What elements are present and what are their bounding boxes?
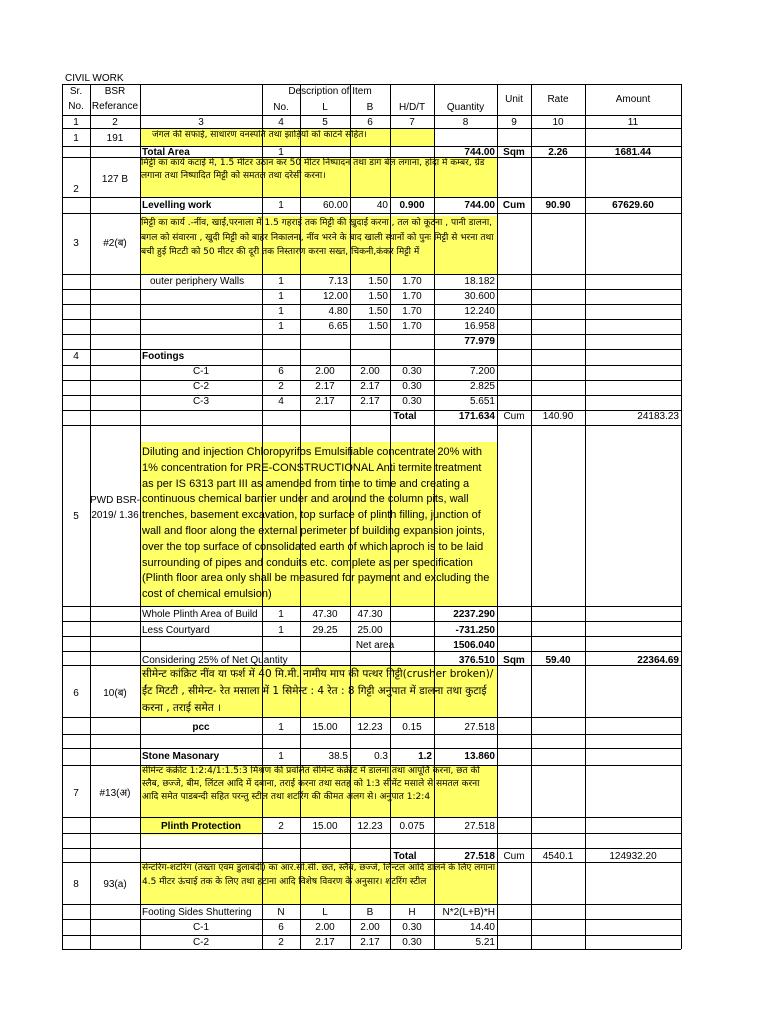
r2-l: 60.00 — [322, 200, 348, 211]
r3-line-b: 1.50 — [368, 276, 388, 287]
grid-h-line — [62, 213, 681, 214]
r5-plinth-no: 1 — [278, 609, 284, 620]
r8-line-h: 0.30 — [402, 922, 422, 933]
r5-courtyard-b: 25.00 — [357, 625, 383, 636]
r3-line-no: 1 — [278, 276, 284, 287]
col-index-5: 5 — [322, 117, 328, 128]
r8-line-name: C-1 — [192, 922, 210, 933]
header-hdt: H/D/T — [398, 102, 426, 113]
r4-line-b: 2.00 — [360, 366, 380, 377]
col-index-10: 10 — [552, 117, 564, 128]
grid-h-line — [62, 833, 681, 834]
r6-sr: 6 — [73, 688, 79, 699]
r6-masonry-l: 38.5 — [328, 751, 348, 762]
r8-line-quantity: 14.40 — [469, 922, 495, 933]
r5-net-quantity: 1506.040 — [453, 640, 495, 651]
grid-h-line — [62, 304, 681, 305]
grid-v-line — [585, 84, 586, 949]
r1-bsr: 191 — [106, 133, 124, 144]
r5-bsr: PWD BSR-2019/ 1.36 — [90, 495, 140, 521]
r8-subtitle: Footing Sides Shuttering — [142, 907, 252, 918]
r4-total-label: Total — [393, 411, 417, 422]
col-index-6: 6 — [367, 117, 373, 128]
r8-head-l: L — [322, 907, 328, 918]
r3-line-no: 1 — [278, 291, 284, 302]
header-sr: Sr. — [69, 86, 83, 97]
grid-h-line — [62, 904, 681, 905]
grid-h-line — [62, 636, 681, 637]
r4-unit: Cum — [503, 411, 525, 422]
r3-line-no: 1 — [278, 306, 284, 317]
r2-description: मिट्टी का कार्य कटाई में, 1.5 मीटर उठान कर 50 मीटर निष्पादन तथा डाग बेल लगाना, होदा में कम्बर, ग्रेड लगाना तथा निष्पादित मिट्टी को समतल तथा दरेसी करना। — [141, 158, 485, 181]
r8-line-quantity: 5.21 — [475, 937, 495, 948]
grid-h-line — [62, 734, 681, 735]
r6-description: सीमेन्ट कांक्रिट नींव या फर्श में 40 मि.मी. नामीय माप की पत्थर गिट्टी(crusher broken)/ईंट मिटटी , सीमेन्ट- रेत मसाला में 1 सिमेन्ट : 4 रेत : 8 गिट्टी अनुपात में डालना तथा कुटाई करना , तराई समेत । — [142, 668, 494, 714]
r8-head-n: N — [277, 907, 285, 918]
col-index-9: 9 — [511, 117, 517, 128]
grid-h-line — [62, 319, 681, 320]
r3-line-b: 1.50 — [368, 291, 388, 302]
r2-b: 40 — [376, 200, 388, 211]
r7-unit: Cum — [503, 851, 525, 862]
r3-line-l: 4.80 — [328, 306, 348, 317]
r4-line-quantity: 5.651 — [469, 396, 495, 407]
r2-unit: Cum — [502, 200, 526, 211]
r6-masonry-no: 1 — [278, 751, 284, 762]
r6-bsr: 10(ब) — [103, 688, 127, 699]
r3-line-quantity: 16.958 — [464, 321, 495, 332]
r8-line-name: C-2 — [192, 937, 210, 948]
header-l: L — [322, 102, 328, 113]
header-quantity: Quantity — [446, 102, 485, 113]
r8-line-h: 0.30 — [402, 937, 422, 948]
r2-sr: 2 — [73, 184, 79, 195]
col-index-11: 11 — [627, 117, 639, 128]
grid-h-line — [62, 334, 681, 335]
r7-protection-l: 15.00 — [312, 821, 338, 832]
r1-subtitle: Total Area — [142, 147, 190, 158]
grid-h-line — [62, 817, 681, 818]
r6-pcc-b: 12.23 — [357, 722, 383, 733]
r3-total: 77.979 — [464, 336, 495, 347]
header-b: B — [366, 102, 374, 113]
r6-pcc-no: 1 — [278, 722, 284, 733]
r3-line-h: 1.70 — [402, 306, 422, 317]
r3-line-h: 1.70 — [402, 291, 422, 302]
header-unit: Unit — [505, 94, 523, 105]
grid-h-line — [62, 651, 681, 652]
r8-line-no: 6 — [278, 922, 284, 933]
r4-line-h: 0.30 — [402, 396, 422, 407]
r8-head-formula: N*2(L+B)*H — [442, 907, 495, 918]
grid-h-line — [62, 748, 681, 749]
r4-line-name: C-3 — [192, 396, 210, 407]
r6-masonry-quantity: 13.860 — [464, 751, 495, 762]
col-index-3: 3 — [198, 117, 204, 128]
r3-line-b: 1.50 — [368, 306, 388, 317]
r5-sr: 5 — [73, 511, 79, 522]
r4-line-name: C-1 — [192, 366, 210, 377]
r6-pcc-l: 15.00 — [312, 722, 338, 733]
r5-plinth-label: Whole Plinth Area of Build — [142, 609, 258, 620]
r4-line-b: 2.17 — [360, 396, 380, 407]
grid-h-line — [62, 848, 681, 849]
r5-courtyard-label: Less Courtyard — [142, 625, 210, 636]
r8-line-b: 2.17 — [360, 937, 380, 948]
r4-line-quantity: 2.825 — [469, 381, 495, 392]
r3-line-quantity: 18.182 — [464, 276, 495, 287]
header-referance: Referance — [91, 101, 139, 112]
grid-h-line — [62, 289, 681, 290]
r1-amount: 1681.44 — [614, 147, 652, 158]
r7-bsr: #13(अ) — [99, 788, 131, 799]
r8-head-h: H — [408, 907, 416, 918]
r7-amount: 124932.20 — [609, 851, 657, 862]
r2-bsr: 127 B — [101, 174, 129, 185]
r4-total: 171.634 — [458, 411, 495, 422]
r2-no: 1 — [278, 200, 284, 211]
r7-total: 27.518 — [464, 851, 495, 862]
grid-h-line — [62, 84, 681, 85]
header-bsr: BSR — [104, 86, 126, 97]
r3-line-l: 6.65 — [328, 321, 348, 332]
grid-v-line — [497, 84, 498, 949]
col-index-4: 4 — [278, 117, 284, 128]
r4-line-no: 2 — [278, 381, 284, 392]
r5-considering-label: Considering 25% of Net Quantity — [142, 655, 288, 666]
r3-line-h: 1.70 — [402, 276, 422, 287]
sheet-title: CIVIL WORK — [65, 73, 124, 84]
r5-considering-quantity: 376.510 — [458, 655, 495, 666]
r2-subtitle: Levelling work — [142, 200, 212, 211]
r5-plinth-b: 47.30 — [357, 609, 383, 620]
r3-line-no: 1 — [278, 321, 284, 332]
r4-line-l: 2.00 — [315, 366, 335, 377]
r8-bsr: 93(a) — [103, 879, 127, 890]
r4-rate: 140.90 — [542, 411, 574, 422]
grid-v-line — [140, 84, 141, 949]
r5-unit: Sqm — [503, 655, 525, 666]
grid-h-line — [62, 949, 681, 950]
r7-protection-h: 0.075 — [399, 821, 425, 832]
r8-line-l: 2.00 — [315, 922, 335, 933]
r4-line-l: 2.17 — [315, 381, 335, 392]
r8-line-l: 2.17 — [315, 937, 335, 948]
r1-quantity: 744.00 — [464, 147, 495, 158]
r8-line-no: 2 — [278, 937, 284, 948]
r4-line-h: 0.30 — [402, 366, 422, 377]
r4-line-h: 0.30 — [402, 381, 422, 392]
r8-sr: 8 — [73, 879, 79, 890]
grid-h-line — [62, 115, 681, 116]
header-no: No. — [68, 101, 84, 112]
r4-line-quantity: 7.200 — [469, 366, 495, 377]
r5-description: Diluting and injection Chloropyrifos Emulsifiable concentrate 20% with 1% concentration for PRE-CONSTRUCTIONAL Anti termite treatment as per IS 6313 part III as amended from time to time and creating a continuous chemical barrier under and around the column pits, wall trenches, basement excavation, top surface of plinth filling, junction of wall and floor along the external perimeter of building expansion joints, over the top surface of consolidated earth of which aproch is to be laid surrounding of pipes and conduits etc. complete as per specification (Plinth floor area only shall be measured for payment and excluding the cost of chemical emulsion) — [142, 446, 490, 601]
r6-masonry-label: Stone Masonary — [142, 751, 220, 762]
r3-subtitle: outer periphery Walls — [150, 276, 245, 287]
grid-h-line — [62, 349, 681, 350]
r3-line-b: 1.50 — [368, 321, 388, 332]
r7-protection-no: 2 — [278, 821, 284, 832]
r7-total-label: Total — [393, 851, 417, 862]
r5-courtyard-no: 1 — [278, 625, 284, 636]
grid-h-line — [62, 425, 681, 426]
r6-masonry-b: 0.3 — [374, 751, 388, 762]
r3-line-quantity: 30.600 — [464, 291, 495, 302]
r1-description: जंगल की सफाई, साधारण वनस्पति तथा झाड़ियों को काटने सहित। — [152, 130, 367, 140]
r2-amount: 67629.60 — [612, 200, 654, 211]
header-amount: Amount — [615, 94, 651, 105]
r1-no: 1 — [278, 147, 284, 158]
r3-sr: 3 — [73, 238, 79, 249]
grid-h-line — [62, 197, 681, 198]
header-description: Description of Item — [288, 86, 372, 97]
r7-description: सीमेन्ट कंक्रीट 1:2:4/1:1.5:3 मिश्रण की प्रवलित सीमेन्ट कंक्रीट में डालना तथा आपूर्ति करना, छत की स्लैब, छज्जे, बीम, लिंटल आदि में दबाना, तराई करना तथा सतह को 1:3 सीमेंट मसाले से समतल करना आदि समेत पाडबन्दी सहित परन्तु स्टील तथा शटरिंग की कीमत अलग से। अनुपात 1:2:4 — [142, 766, 480, 802]
r3-bsr: #2(ब) — [103, 238, 127, 249]
col-index-2: 2 — [112, 117, 118, 128]
r6-pcc-h: 0.15 — [402, 722, 422, 733]
r3-line-h: 1.70 — [402, 321, 422, 332]
col-index-1: 1 — [73, 117, 79, 128]
r5-courtyard-quantity: -731.250 — [455, 625, 495, 636]
r4-sr: 4 — [73, 351, 79, 362]
r4-amount: 24183.23 — [637, 411, 679, 422]
r8-line-b: 2.00 — [360, 922, 380, 933]
r7-protection-b: 12.23 — [357, 821, 383, 832]
r4-line-b: 2.17 — [360, 381, 380, 392]
grid-h-line — [62, 621, 681, 622]
header-no-count: No. — [273, 102, 289, 113]
r5-amount: 22364.69 — [637, 655, 679, 666]
grid-h-line — [62, 935, 681, 936]
r5-plinth-quantity: 2237.290 — [453, 609, 495, 620]
r7-protection-quantity: 27.518 — [464, 821, 495, 832]
r4-line-no: 4 — [278, 396, 284, 407]
r8-description: सेन्टरिंग-शटरिंग (तख्ता एवम डुलाबंदी) का आर.सी.सी. छत, स्लैब, छज्जे, लिन्टल आदि डालने के लिए लगाना 4.5 मीटर ऊंचाई तक के लिए तथा हटाना आदि विशेष विवरण के अनुसार। शटरिंग स्टील — [142, 863, 496, 887]
grid-h-line — [62, 128, 681, 129]
r5-net-label: Net area — [355, 640, 395, 651]
r4-line-l: 2.17 — [315, 396, 335, 407]
r4-subtitle: Footings — [142, 351, 185, 362]
r5-rate: 59.40 — [545, 655, 571, 666]
r7-sr: 7 — [73, 788, 79, 799]
r4-line-name: C-2 — [192, 381, 210, 392]
grid-h-line — [62, 274, 681, 275]
r1-unit: Sqm — [503, 147, 525, 158]
r2-quantity: 744.00 — [464, 200, 495, 211]
r5-courtyard-l: 29.25 — [312, 625, 338, 636]
header-rate: Rate — [547, 94, 569, 105]
r3-line-l: 12.00 — [322, 291, 348, 302]
r6-pcc-label: pcc — [192, 722, 210, 733]
grid-v-line — [681, 84, 682, 949]
r2-h: 0.900 — [399, 200, 425, 211]
r5-plinth-l: 47.30 — [312, 609, 338, 620]
r4-line-no: 6 — [278, 366, 284, 377]
r2-rate: 90.90 — [545, 200, 571, 211]
col-index-8: 8 — [462, 117, 469, 128]
r3-line-quantity: 12.240 — [464, 306, 495, 317]
r1-sr: 1 — [73, 133, 79, 144]
grid-v-line — [531, 84, 532, 949]
r6-pcc-quantity: 27.518 — [464, 722, 495, 733]
grid-h-line — [62, 919, 681, 920]
r8-head-b: B — [366, 907, 374, 918]
r7-protection-label: Plinth Protection — [161, 821, 241, 832]
r1-rate: 2.26 — [548, 147, 568, 158]
r3-line-l: 7.13 — [328, 276, 348, 287]
r6-masonry-h: 1.2 — [418, 751, 432, 762]
col-index-7: 7 — [409, 117, 415, 128]
r7-rate: 4540.1 — [542, 851, 574, 862]
r3-description: मिट्टी का कार्य .-नींव, खाई,परनाला में 1.5 गहराई तक मिट्टी की खुदाई करना , तल को कूटना , पानी डालना, बगल को संवारना , खुदी मिट्टी को बाहर निकालना, नींव भरने के बाद खाली स्थानों को पुनः मिट्टी से भरना तथा बची हुई मिटटी को 50 मीटर की दूरी तक निस्तारण करना सख्त, चिकनी,कंकर मिट्टी में — [141, 218, 494, 257]
